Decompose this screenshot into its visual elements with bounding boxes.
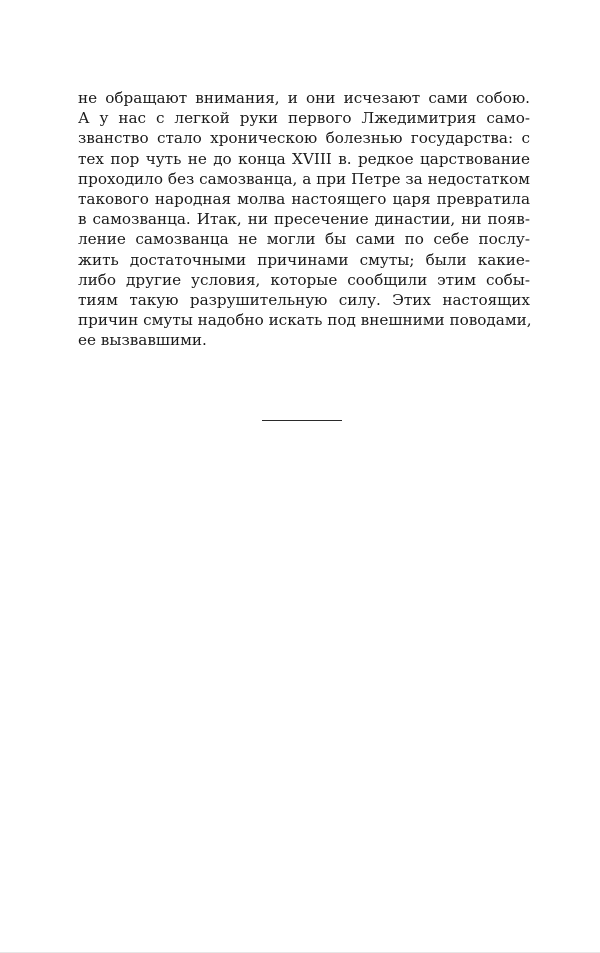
text-line: такового народная молва настоящего царя превратила: [78, 189, 530, 208]
text-line: ление самозванца не могли бы сами по себе послу-: [78, 230, 530, 249]
text-line: либо другие условия, которые сообщили этим собы-: [78, 270, 530, 289]
text-line: не обращают внимания, и они исчезают сами собою.: [78, 89, 530, 107]
text-line-last: ее вызвавшими.: [78, 331, 207, 350]
body-paragraph: [78, 88, 530, 350]
text-line: званство стало хроническою болезнью государства: с: [78, 129, 530, 148]
text-line: А у нас с легкой руки первого Лжедимитрия само-: [78, 109, 530, 128]
text-line: тиям такую разрушительную силу. Этих настоящих: [78, 290, 530, 309]
section-divider: [262, 420, 342, 421]
text-line: в самозванца. Итак, ни пресечение династии, ни появ-: [78, 210, 530, 229]
text-line: жить достаточными причинами смуты; были какие-: [78, 250, 530, 269]
text-line: проходило без самозванца, а при Петре за недостатком: [78, 169, 530, 188]
text-line: тех пор чуть не до конца XVIII в. редкое царствование: [78, 149, 530, 168]
text-line: причин смуты надобно искать под внешними поводами,: [78, 311, 532, 330]
